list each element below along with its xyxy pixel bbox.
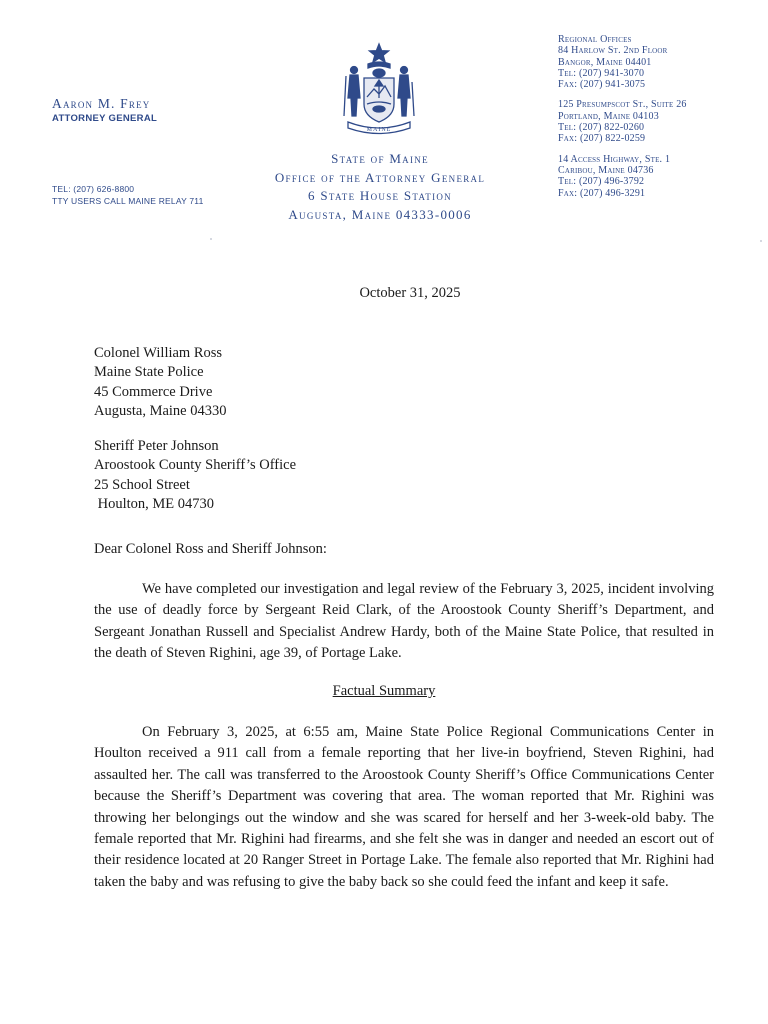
regional-office-portland	[558, 99, 687, 144]
attorney-general-block	[52, 96, 157, 124]
salutation: Dear Colonel Ross and Sheriff Johnson:	[94, 541, 327, 557]
attorney-general-title: ATTORNEY GENERAL	[52, 113, 158, 124]
office-fax: Fax: (207) 496-3291	[558, 187, 646, 199]
regional-offices-title: Regional Offices	[558, 34, 632, 45]
office-fax: Fax: (207) 941-3075	[558, 79, 646, 91]
address-line: Houlton, ME 04730	[94, 495, 215, 512]
office-telephone: Tel: (207) 822-0260	[558, 122, 645, 134]
address-line: Sheriff Peter Johnson	[94, 438, 219, 454]
regional-office-bangor	[558, 45, 687, 90]
office-street: 125 Presumpscot St., Suite 26	[558, 99, 687, 111]
office-street: 84 Harlow St. 2nd Floor	[558, 45, 668, 57]
letter-date: October 31, 2025	[359, 285, 461, 301]
office-city: Augusta, Maine 04333-0006	[288, 206, 472, 222]
office-street: 14 Access Highway, Ste. 1	[558, 153, 671, 165]
office-telephone: Tel: (207) 941-3070	[558, 67, 645, 79]
body-paragraph: On February 3, 2025, at 6:55 am, Maine State Police Regional Communications Center in Houlton received a 911 call from a female reporting that her live-in boyfriend, Steven Righini, had assaulted her. The call was transferred to the Aroostook County Sheriff’s Office Communications Center because the Sheriff’s Department was covering that area. The woman reported that Mr. Righini was throwing her belongings out the window and she was scared for herself and her 3-week-old baby. The female reported that Mr. Righini had firearms, and she felt she was in danger and needed an escort out of their residence located at 20 Ranger Street in Portage Lake. The female also reported that Mr. Righini had taken the baby and was refusing to give the baby back so she could feed the infant and keep it safe.	[94, 724, 714, 890]
office-city: Caribou, Maine 04736	[558, 164, 654, 176]
office-name: Office of the Attorney General	[274, 169, 486, 185]
seal-banner-text: MAINE	[366, 127, 392, 133]
office-fax: Fax: (207) 822-0259	[558, 133, 646, 145]
address-line: Colonel William Ross	[94, 345, 223, 361]
address-line: Augusta, Maine 04330	[94, 402, 227, 419]
office-city: Portland, Maine 04103	[558, 110, 659, 122]
address-line: Aroostook County Sheriff’s Office	[94, 457, 297, 474]
body-paragraph: We have completed our investigation and legal review of the February 3, 2025, incident involving the use of deadly force by Sergeant Reid Clark, of the Aroostook County Sheriff’s Department, and Sergeant Jonathan Russell and Specialist Andrew Hardy, both of the Maine State Police, that resulted in the death of Steven Righini, age 39, of Portage Lake.	[94, 581, 714, 662]
office-telephone: Tel: (207) 496-3792	[558, 176, 645, 188]
maine-state-seal-icon	[340, 42, 418, 140]
main-contact-block	[52, 183, 204, 207]
address-line: 45 Commerce Drive	[94, 383, 213, 400]
regional-offices	[558, 34, 687, 208]
main-telephone: TEL: (207) 626-8800	[52, 184, 135, 194]
scan-speck	[760, 240, 762, 242]
state-name: State of Maine	[331, 151, 429, 166]
office-station: 6 State House Station	[308, 188, 452, 203]
office-heading	[250, 150, 510, 224]
scan-speck	[210, 238, 212, 240]
regional-office-caribou	[558, 154, 687, 199]
attorney-general-name: Aaron M. Frey	[52, 96, 151, 111]
tty-relay-line: TTY USERS CALL MAINE RELAY 711	[52, 196, 204, 206]
recipient-address-state-police	[94, 344, 227, 421]
recipient-address-sheriff	[94, 437, 296, 514]
address-line: Maine State Police	[94, 364, 204, 381]
address-line: 25 School Street	[94, 476, 190, 493]
office-city: Bangor, Maine 04401	[558, 56, 652, 68]
section-heading-factual-summary: Factual Summary	[332, 683, 436, 699]
